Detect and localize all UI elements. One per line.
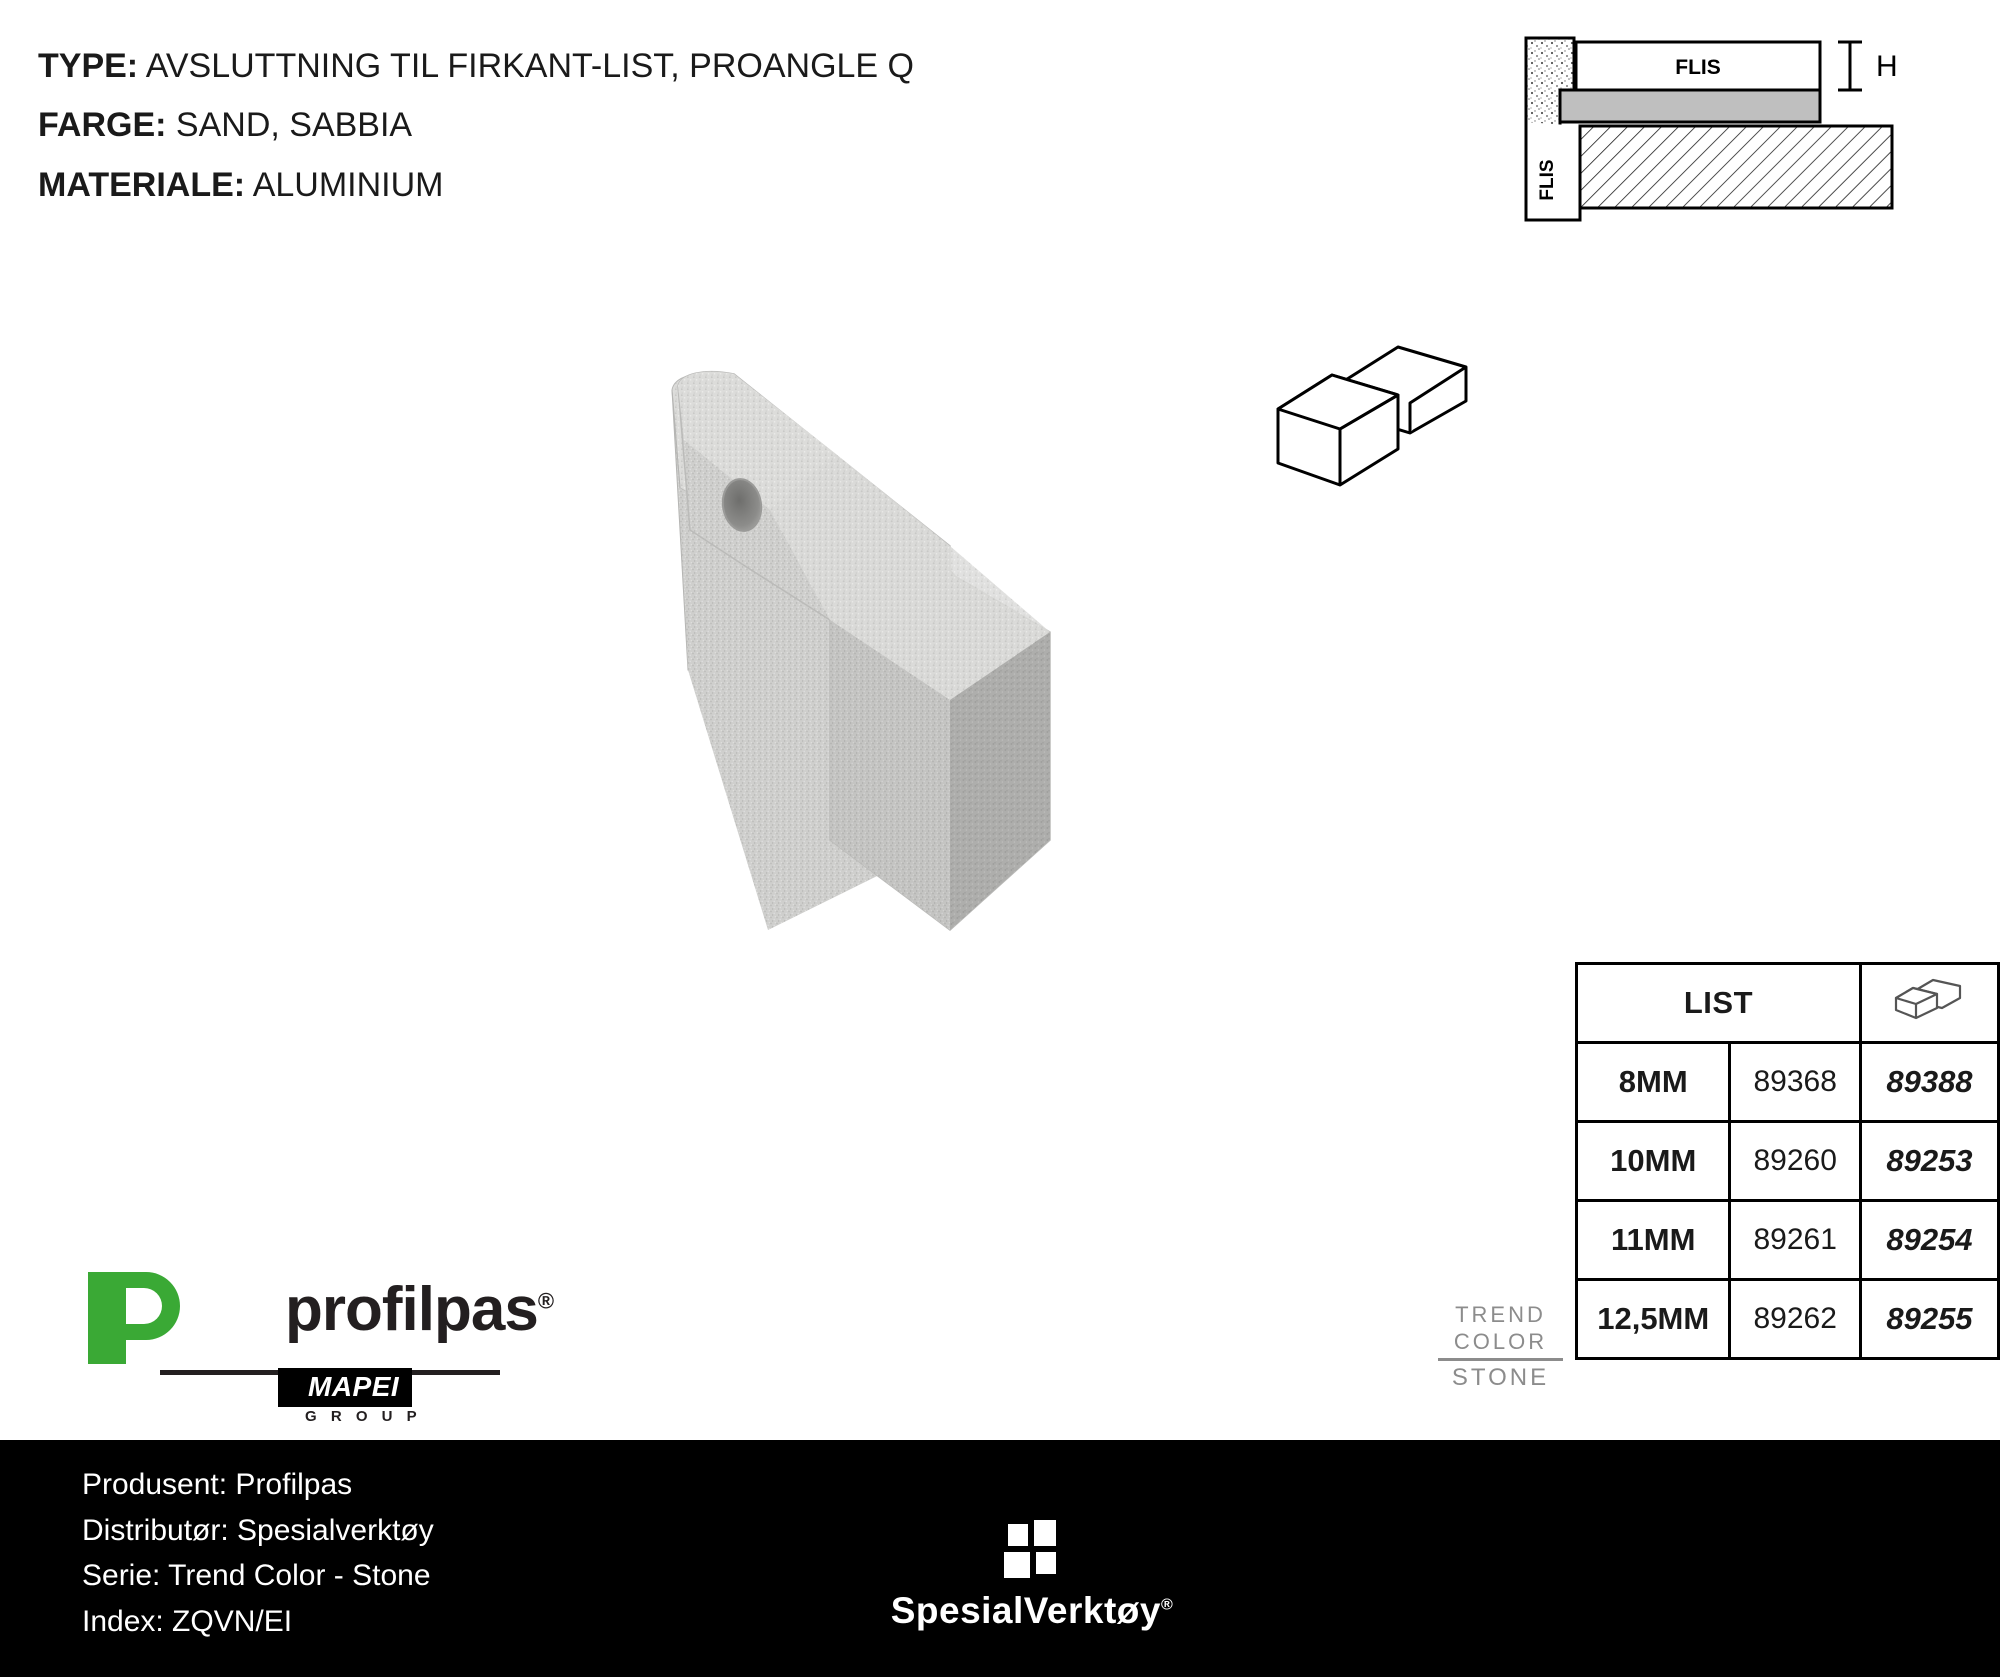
cell-size: 12,5MM: [1577, 1280, 1730, 1359]
cell-code-b: 89254: [1860, 1201, 1998, 1280]
trend-line-3: STONE: [1438, 1358, 1563, 1392]
corner-piece-isometric-icon: [1270, 345, 1490, 495]
footer-line-serie: Serie: Trend Color - Stone: [82, 1559, 431, 1593]
trend-line-1: TREND: [1455, 1302, 1546, 1327]
table-row: [1577, 1043, 1999, 1122]
spec-row-type: [38, 42, 914, 90]
mapei-group-label: G R O U P: [305, 1408, 422, 1425]
cell-code-b: 89253: [1860, 1122, 1998, 1201]
profilpas-registered: ®: [537, 1288, 554, 1314]
spesialverktoy-wordmark: [822, 1590, 1242, 1632]
trend-color-stone-mark: [1438, 1302, 1563, 1392]
cell-size: 8MM: [1577, 1043, 1730, 1122]
svg-text:FLIS: FLIS: [1537, 159, 1558, 201]
spec-label-materiale: MATERIALE:: [38, 165, 246, 204]
cross-section-drawing: [1520, 30, 1960, 245]
footer-line-index: Index: ZQVN/EI: [82, 1604, 293, 1638]
mapei-badge: MAPEI: [278, 1368, 412, 1407]
svg-text:H: H: [1876, 50, 1898, 83]
spec-label-farge: FARGE:: [38, 106, 167, 145]
spec-value-type: AVSLUTTNING TIL FIRKANT-LIST, PROANGLE Q: [145, 47, 915, 85]
spec-row-farge: [38, 101, 914, 149]
cell-size: 10MM: [1577, 1122, 1730, 1201]
cell-code-a: 89261: [1730, 1201, 1861, 1280]
profilpas-mark-icon: [80, 1268, 230, 1378]
cell-code-a: 89260: [1730, 1122, 1861, 1201]
svg-text:FLIS: FLIS: [1675, 56, 1721, 79]
spec-value-farge: SAND, SABBIA: [175, 106, 413, 145]
footer-info-block: [82, 1462, 434, 1644]
spesialverktoy-mark-icon: [822, 1518, 1242, 1588]
table-header-list: LIST: [1577, 964, 1861, 1043]
spec-value-materiale: ALUMINIUM: [252, 165, 444, 204]
cell-code-a: 89368: [1730, 1043, 1861, 1122]
cell-code-a: 89262: [1730, 1280, 1861, 1359]
product-photo: [650, 370, 1230, 1070]
cell-size: 11MM: [1577, 1201, 1730, 1280]
footer-line-distributor: Distributør: Spesialverktøy: [82, 1513, 434, 1547]
cell-code-b: 89388: [1860, 1043, 1998, 1122]
spec-block: [38, 42, 914, 220]
table-header-corner-icon: [1860, 964, 1998, 1043]
profilpas-wordmark: [285, 1274, 553, 1345]
spec-label-type: TYPE:: [38, 47, 139, 85]
cell-code-b: 89255: [1860, 1280, 1998, 1359]
spesialverktoy-brand-text: SpesialVerktøy: [890, 1590, 1161, 1631]
spesialverktoy-logo: [822, 1518, 1242, 1638]
spesialverktoy-registered: ®: [1160, 1596, 1174, 1614]
trend-line-2: COLOR: [1453, 1328, 1548, 1354]
table-row: [1577, 1280, 1999, 1359]
footer-line-produsent: Produsent: Profilpas: [82, 1468, 353, 1501]
footer-bar: [0, 1440, 2000, 1677]
table-header-row: [1577, 964, 1999, 1043]
table-row: [1577, 1122, 1999, 1201]
profilpas-logo: [80, 1268, 554, 1428]
spec-row-materiale: [38, 161, 914, 209]
product-code-table: [1575, 962, 2000, 1360]
profilpas-brand-text: profilpas: [285, 1275, 538, 1344]
table-row: [1577, 1201, 1999, 1280]
